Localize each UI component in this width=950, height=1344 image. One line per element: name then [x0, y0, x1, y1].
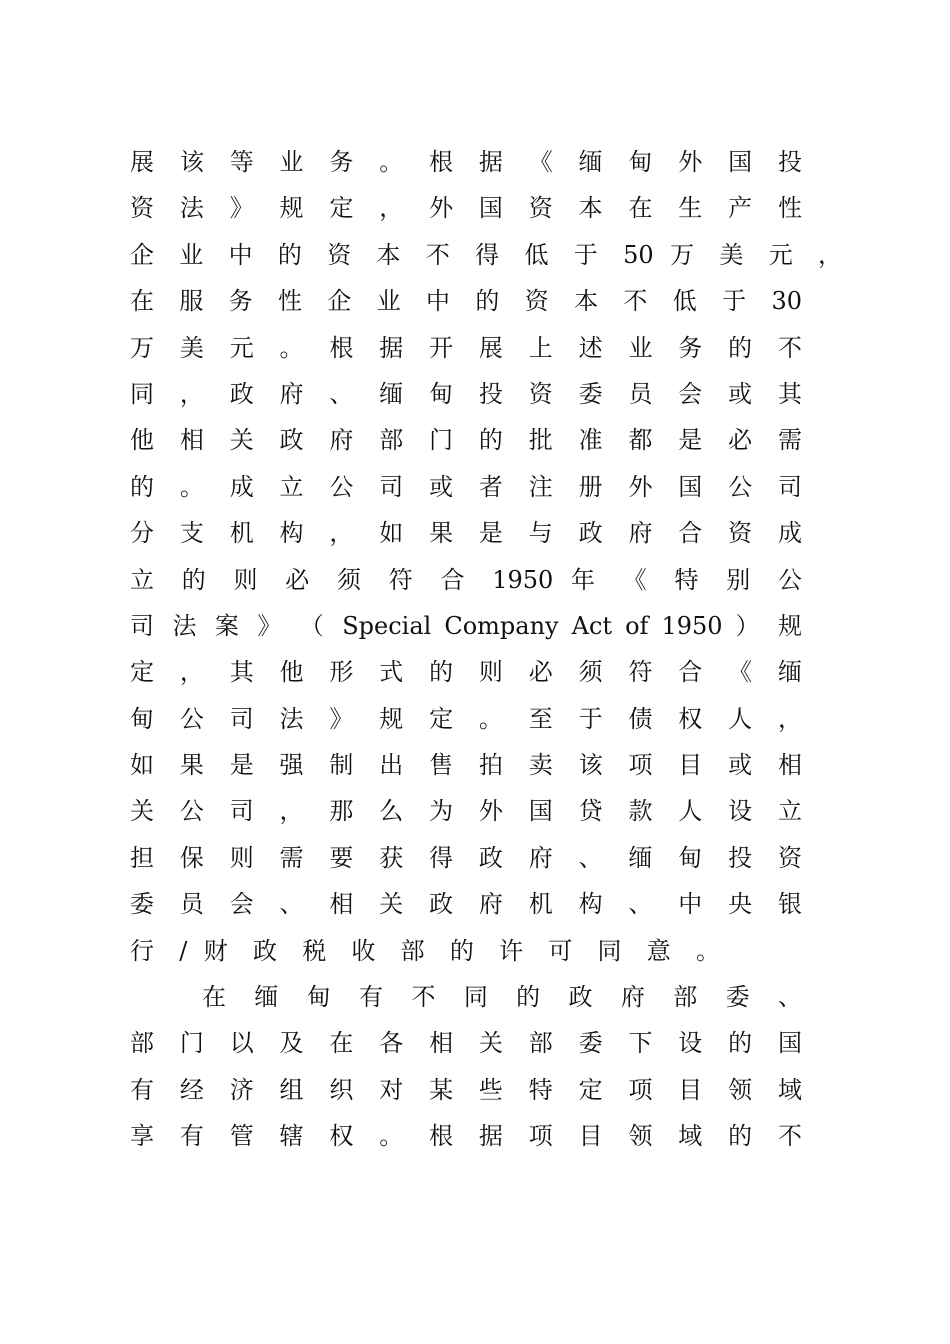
text-line: 关 公 司 ， 那 么 为 外 国 贷 款 人 设 立	[130, 797, 802, 826]
text-line: 在 服 务 性 企 业 中 的 资 本 不 低 于 30	[130, 287, 802, 316]
text-line: 担 保 则 需 要 获 得 政 府 、 缅 甸 投 资	[130, 843, 802, 872]
text-line: 立 的 则 必 须 符 合 1950 年 《 特 别 公	[130, 565, 802, 594]
text-line: 展 该 等 业 务 。 根 据 《 缅 甸 外 国 投	[130, 148, 802, 176]
text-line: 行 / 财 政 税 收 部 的 许 可 同 意 。	[130, 936, 720, 965]
text-line: 资 法 》 规 定 ， 外 国 资 本 在 生 产 性	[130, 194, 802, 223]
text-line: 的 。 成 立 公 司 或 者 注 册 外 国 公 司	[130, 472, 802, 501]
text-line: 司 法 案 》 （ Special Company Act of 1950 ） 规	[130, 611, 802, 640]
text-line: 企 业 中 的 资 本 不 得 低 于 50 万 美 元 ，	[130, 240, 842, 269]
text-line: 如 果 是 强 制 出 售 拍 卖 该 项 目 或 相	[130, 751, 802, 780]
text-line: 委 员 会 、 相 关 政 府 机 构 、 中 央 银	[130, 890, 802, 919]
text-line: 甸 公 司 法 》 规 定 。 至 于 债 权 人 ，	[130, 704, 802, 733]
text-line: 他 相 关 政 府 部 门 的 批 准 都 是 必 需	[130, 426, 802, 455]
text-line: 同 ， 政 府 、 缅 甸 投 资 委 员 会 或 其	[130, 379, 802, 408]
text-line: 有 经 济 组 织 对 某 些 特 定 项 目 领 域	[130, 1075, 802, 1104]
text-line: 定 ， 其 他 形 式 的 则 必 须 符 合 《 缅	[130, 658, 802, 687]
text-line: 部 门 以 及 在 各 相 关 部 委 下 设 的 国	[130, 1029, 802, 1058]
text-line: 万 美 元 。 根 据 开 展 上 述 业 务 的 不	[130, 333, 802, 362]
document-body	[130, 139, 842, 1160]
text-line-indented: 在 缅 甸 有 不 同 的 政 府 部 委 、	[202, 983, 802, 1012]
text-line: 分 支 机 构 ， 如 果 是 与 政 府 合 资 成	[130, 519, 802, 548]
text-line: 享 有 管 辖 权 。 根 据 项 目 领 域 的 不	[130, 1122, 802, 1151]
